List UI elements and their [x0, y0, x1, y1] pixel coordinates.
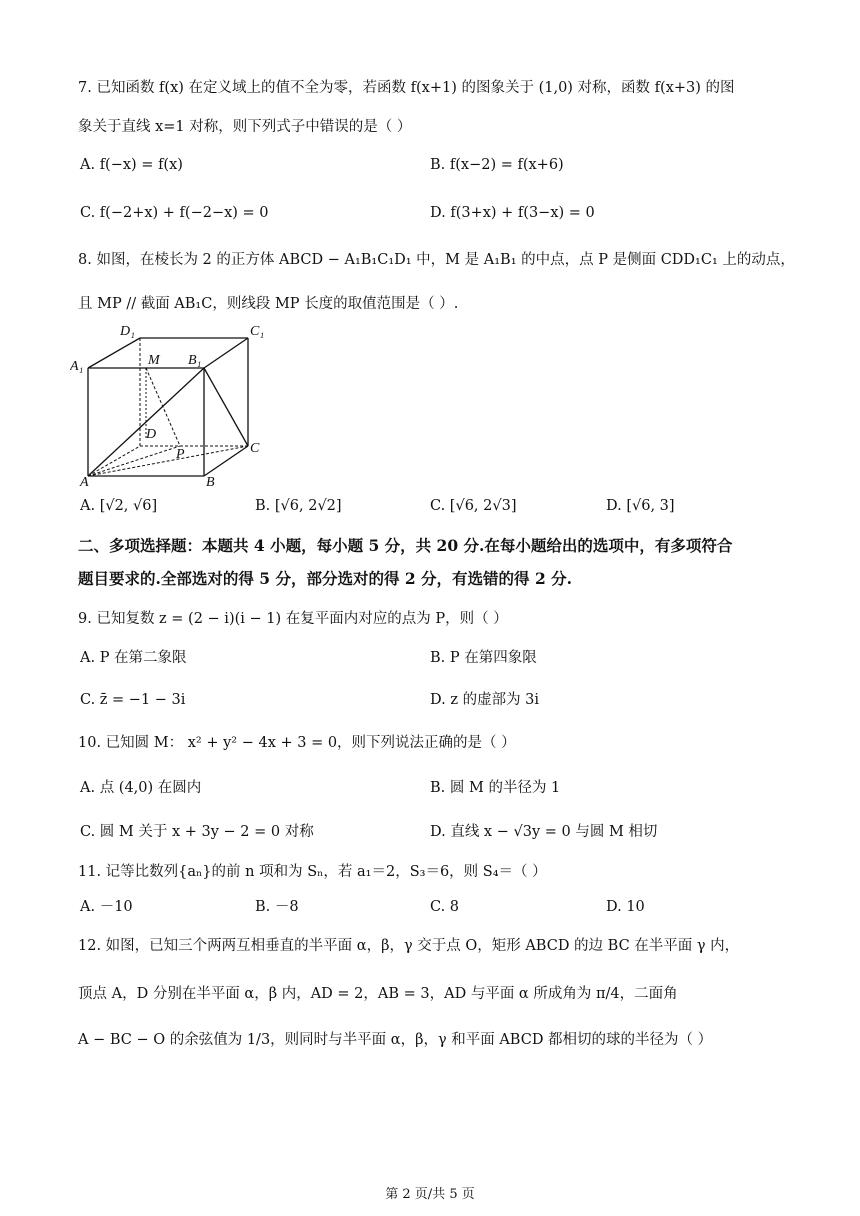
- q9-option-b: B. P 在第四象限: [430, 650, 537, 666]
- label-a: A: [80, 475, 89, 488]
- q10-stem: 10. 已知圆 M： x² + y² − 4x + 3 = 0，则下列说法正确的是（ ）: [78, 735, 516, 751]
- section2-heading-line2: 题目要求的.全部选对的得 5 分，部分选对的得 2 分，有选错的得 2 分.: [78, 569, 573, 588]
- section2-heading-line1: 二、多项选择题：本题共 4 小题，每小题 5 分，共 20 分.在每小题给出的选项中，有多项符合: [78, 536, 733, 555]
- q12-stem-line1: 12. 如图，已知三个两两互相垂直的半平面 α，β，γ 交于点 O，矩形 ABCD 的边 BC 在半平面 γ 内，: [78, 938, 740, 954]
- label-b1: B₁: [188, 353, 202, 368]
- q8-option-d: D. [√6, 3]: [606, 498, 675, 514]
- q12-stem-line3: A − BC − O 的余弦值为 1/3，则同时与半平面 α，β，γ 和平面 ABCD 都相切的球的半径为（ ）: [78, 1032, 713, 1048]
- q11-option-d: D. 10: [606, 899, 645, 915]
- q7-option-d: D. f(3+x) + f(3−x) = 0: [430, 205, 595, 221]
- label-d: D: [146, 427, 157, 442]
- q10-option-b: B. 圆 M 的半径为 1: [430, 780, 561, 796]
- q11-option-a: A. －10: [80, 899, 133, 915]
- q7-stem-line2: 象关于直线 x=1 对称，则下列式子中错误的是（ ）: [78, 119, 412, 135]
- q8-stem-line1: 8. 如图，在棱长为 2 的正方体 ABCD − A₁B₁C₁D₁ 中，M 是 A₁B₁ 的中点，点 P 是侧面 CDD₁C₁ 上的动点，: [78, 252, 795, 268]
- q11-option-b: B. －8: [255, 899, 299, 915]
- q9-option-c: C. z̄ = −1 − 3i: [80, 692, 186, 708]
- q12-stem-line2: 顶点 A，D 分别在半平面 α，β 内，AD = 2，AB = 3，AD 与平面 α 所成角为 π/4，二面角: [78, 986, 678, 1002]
- page-footer: 第 2 页/共 5 页: [385, 1187, 475, 1202]
- label-a1: A₁: [70, 359, 84, 374]
- label-b: B: [206, 475, 215, 488]
- q10-option-a: A. 点 (4,0) 在圆内: [80, 780, 202, 796]
- q11-option-c: C. 8: [430, 899, 460, 915]
- q7-option-c: C. f(−2+x) + f(−2−x) = 0: [80, 205, 269, 221]
- q8-option-b: B. [√6, 2√2]: [255, 498, 342, 514]
- label-p: P: [176, 447, 185, 462]
- cube-figure: [70, 318, 270, 488]
- q7-option-b: B. f(x−2) = f(x+6): [430, 157, 564, 173]
- q9-option-a: A. P 在第二象限: [80, 650, 187, 666]
- label-c1: C₁: [250, 324, 265, 339]
- q7-stem-line1: 7. 已知函数 f(x) 在定义域上的值不全为零，若函数 f(x+1) 的图象关于 (1,0) 对称，函数 f(x+3) 的图: [78, 80, 735, 96]
- q10-option-c: C. 圆 M 关于 x + 3y − 2 = 0 对称: [80, 824, 314, 840]
- q7-option-a: A. f(−x) = f(x): [80, 157, 183, 173]
- q8-option-a: A. [√2, √6]: [80, 498, 158, 514]
- label-m: M: [148, 353, 160, 368]
- q9-stem: 9. 已知复数 z = (2 − i)(i − 1) 在复平面内对应的点为 P，则（ ）: [78, 611, 508, 627]
- label-d1: D₁: [120, 324, 135, 339]
- q8-option-c: C. [√6, 2√3]: [430, 498, 517, 514]
- q9-option-d: D. z 的虚部为 3i: [430, 692, 540, 708]
- label-c: C: [250, 441, 260, 456]
- q10-option-d: D. 直线 x − √3y = 0 与圆 M 相切: [430, 824, 658, 840]
- q8-stem-line2: 且 MP // 截面 AB₁C，则线段 MP 长度的取值范围是（ ）.: [78, 296, 459, 312]
- q11-stem: 11. 记等比数列{aₙ}的前 n 项和为 Sₙ，若 a₁＝2，S₃＝6，则 S₄＝（ ）: [78, 864, 547, 880]
